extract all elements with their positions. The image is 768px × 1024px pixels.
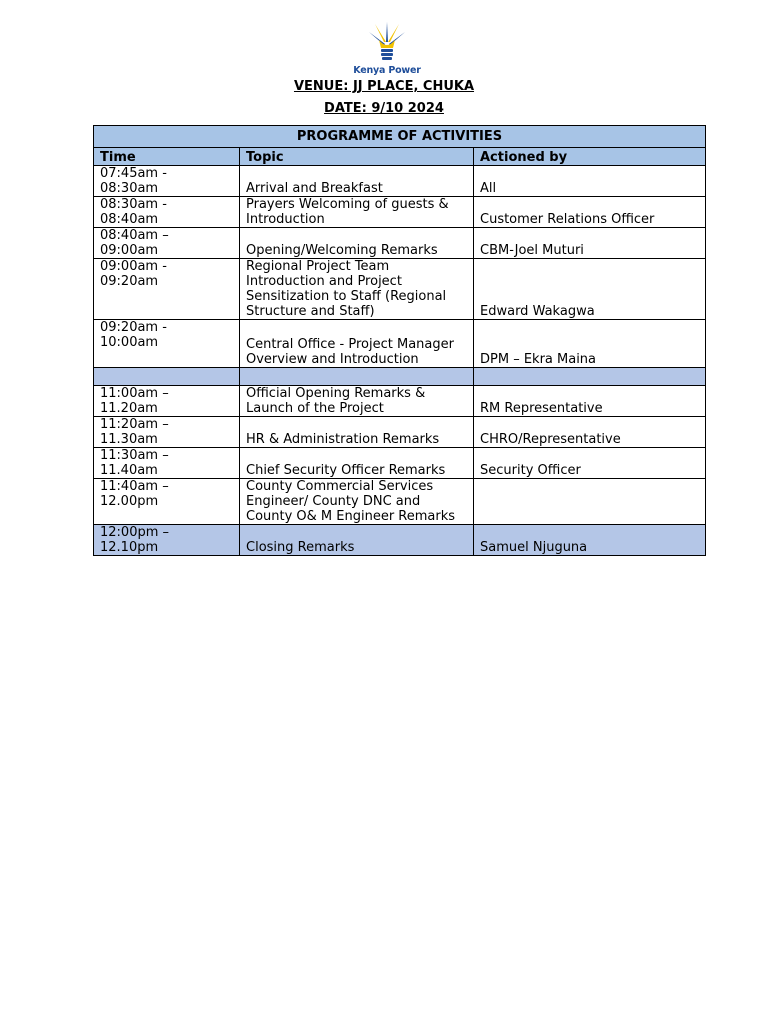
table-row xyxy=(94,166,706,197)
table-row xyxy=(94,259,706,320)
actioned-by-cell: Samuel Njuguna xyxy=(474,525,706,556)
time-cell: 07:45am - 08:30am xyxy=(94,166,240,197)
time-cell: 11:40am – 12.00pm xyxy=(94,479,240,525)
actioned-by-cell: CBM-Joel Muturi xyxy=(474,228,706,259)
break-cell xyxy=(94,368,240,386)
actioned-by-cell: Customer Relations Officer xyxy=(474,197,706,228)
time-cell: 11:00am – 11.20am xyxy=(94,386,240,417)
actioned-by-cell xyxy=(474,479,706,525)
table-row xyxy=(94,479,706,525)
column-header-actioned-by: Actioned by xyxy=(474,148,706,166)
table-row xyxy=(94,448,706,479)
column-header-topic: Topic xyxy=(240,148,474,166)
table-row xyxy=(94,320,706,368)
time-cell: 08:40am – 09:00am xyxy=(94,228,240,259)
time-cell: 09:20am - 10:00am xyxy=(94,320,240,368)
actioned-by-cell: RM Representative xyxy=(474,386,706,417)
table-title: PROGRAMME OF ACTIVITIES xyxy=(94,126,706,148)
topic-cell: Central Office - Project Manager Overview and Introduction xyxy=(240,320,474,368)
time-cell: 08:30am - 08:40am xyxy=(94,197,240,228)
logo-text: Kenya Power xyxy=(353,65,421,76)
venue-heading: VENUE: JJ PLACE, CHUKA xyxy=(293,79,475,94)
actioned-by-cell: Security Officer xyxy=(474,448,706,479)
topic-cell: County Commercial Services Engineer/ County DNC and County O& M Engineer Remarks xyxy=(240,479,474,525)
time-cell: 11:30am – 11.40am xyxy=(94,448,240,479)
programme-table xyxy=(93,125,706,556)
actioned-by-cell: All xyxy=(474,166,706,197)
table-title-row xyxy=(94,126,706,148)
lightbulb-logo-icon xyxy=(367,20,407,64)
topic-cell: HR & Administration Remarks xyxy=(240,417,474,448)
topic-cell: Opening/Welcoming Remarks xyxy=(240,228,474,259)
topic-cell: Closing Remarks xyxy=(240,525,474,556)
topic-cell: Official Opening Remarks & Launch of the Project xyxy=(240,386,474,417)
table-row xyxy=(94,228,706,259)
table-row xyxy=(94,525,706,556)
break-cell xyxy=(474,368,706,386)
table-row xyxy=(94,197,706,228)
topic-cell: Regional Project Team Introduction and Project Sensitization to Staff (Regional Structure and Staff) xyxy=(240,259,474,320)
actioned-by-cell: CHRO/Representative xyxy=(474,417,706,448)
actioned-by-cell: DPM – Ekra Maina xyxy=(474,320,706,368)
break-row xyxy=(94,368,706,386)
topic-cell: Chief Security Officer Remarks xyxy=(240,448,474,479)
kenya-power-logo xyxy=(352,20,422,76)
topic-cell: Arrival and Breakfast xyxy=(240,166,474,197)
time-cell: 12:00pm – 12.10pm xyxy=(94,525,240,556)
actioned-by-cell: Edward Wakagwa xyxy=(474,259,706,320)
time-cell: 11:20am – 11.30am xyxy=(94,417,240,448)
table-header-row xyxy=(94,148,706,166)
time-cell: 09:00am - 09:20am xyxy=(94,259,240,320)
date-heading: DATE: 9/10 2024 xyxy=(324,101,444,116)
column-header-time: Time xyxy=(94,148,240,166)
table-row xyxy=(94,386,706,417)
break-cell xyxy=(240,368,474,386)
topic-cell: Prayers Welcoming of guests & Introduction xyxy=(240,197,474,228)
table-row xyxy=(94,417,706,448)
